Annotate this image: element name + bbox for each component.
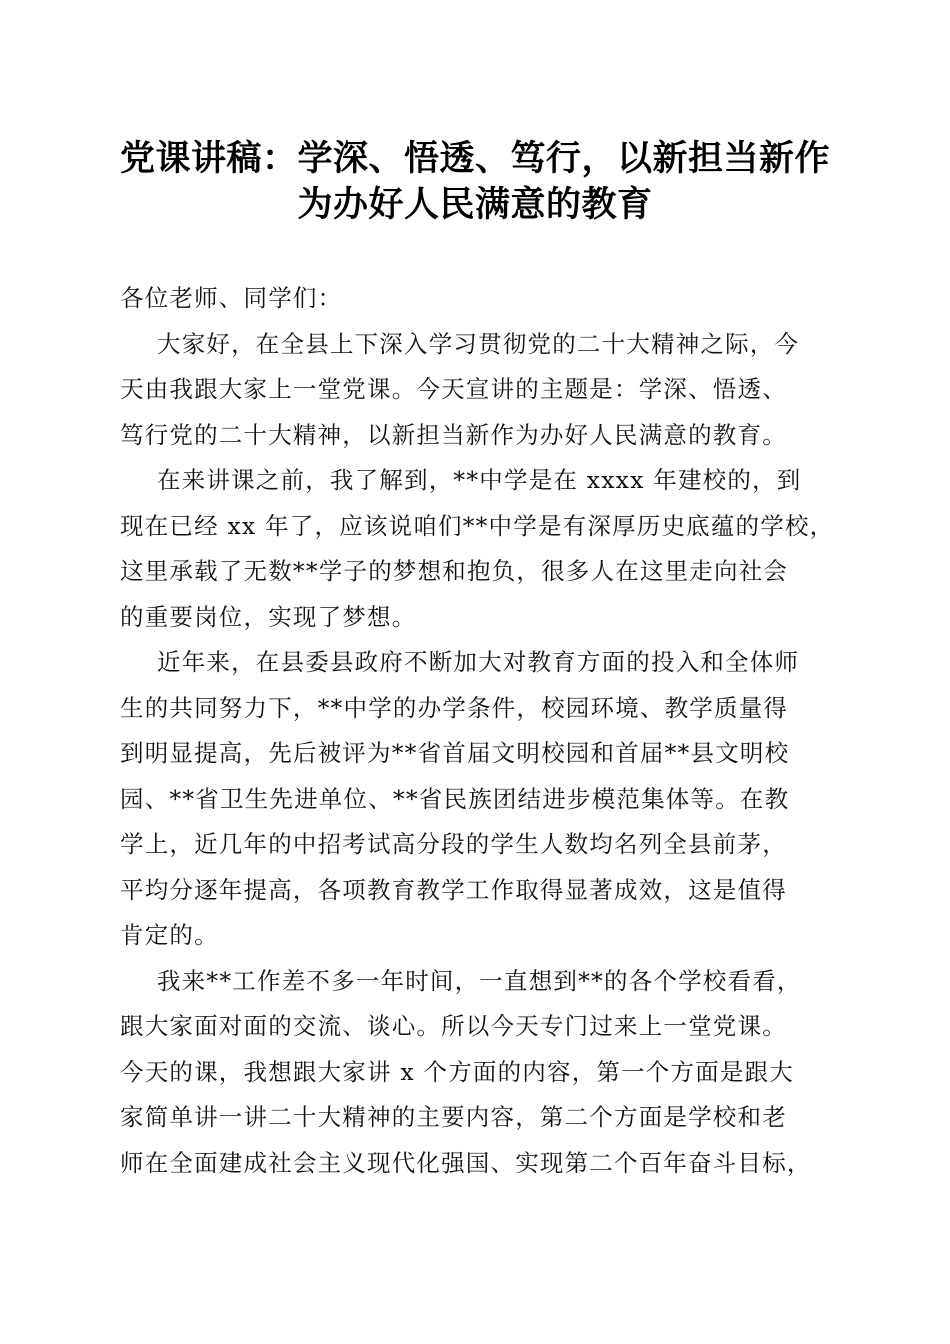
body-line: 的重要岗位，实现了梦想。 (120, 602, 417, 631)
body-line: 笃行党的二十大精神，以新担当新作为办好人民满意的教育。 (120, 420, 787, 449)
body-line: 现在已经 xx 年了，应该说咱们**中学是有深厚历史底蕴的学校， (120, 511, 835, 540)
document-title (100, 136, 850, 228)
body-line: 在来讲课之前，我了解到，**中学是在 xxxx 年建校的，到 (157, 466, 802, 494)
body-line: 我来**工作差不多一年时间，一直想到**的各个学校看看， (157, 966, 802, 995)
body-line: 园、**省卫生先进单位、**省民族团结进步模范集体等。在教 (120, 784, 790, 813)
body-line: 今天的课，我想跟大家讲 x 个方面的内容，第一个方面是跟大 (120, 1057, 794, 1086)
title-line: 为办好人民满意的教育 (297, 184, 653, 225)
body-line: 肯定的。 (120, 921, 219, 949)
body-line: 师在全面建成社会主义现代化强国、实现第二个百年奋斗目标， (120, 1148, 812, 1177)
body-line: 到明显提高，先后被评为**省首届文明校园和首届**县文明校 (120, 739, 790, 767)
body-line: 生的共同努力下，**中学的办学条件，校园环境、教学质量得 (120, 693, 789, 722)
body-line: 跟大家面对面的交流、谈心。所以今天专门过来上一堂党课。 (120, 1012, 787, 1040)
title-line: 党课讲稿：学深、悟透、笃行，以新担当新作 (119, 138, 830, 179)
body-line: 大家好，在全县上下深入学习贯彻党的二十大精神之际，今 (157, 329, 800, 358)
body-line: 家简单讲一讲二十大精神的主要内容，第二个方面是学校和老 (120, 1103, 787, 1131)
body-line: 学上，近几年的中招考试高分段的学生人数均名列全县前茅， (120, 830, 787, 858)
body-line: 天由我跟大家上一堂党课。今天宣讲的主题是：学深、悟透、 (120, 375, 787, 403)
body-line: 这里承载了无数**学子的梦想和抱负，很多人在这里走向社会 (120, 557, 789, 585)
document-body (120, 276, 835, 1186)
body-line: 各位老师、同学们： (120, 284, 343, 312)
body-line: 平均分逐年提高，各项教育教学工作取得显著成效，这是值得 (120, 875, 787, 904)
body-line: 近年来，在县委县政府不断加大对教育方面的投入和全体师 (157, 648, 800, 676)
